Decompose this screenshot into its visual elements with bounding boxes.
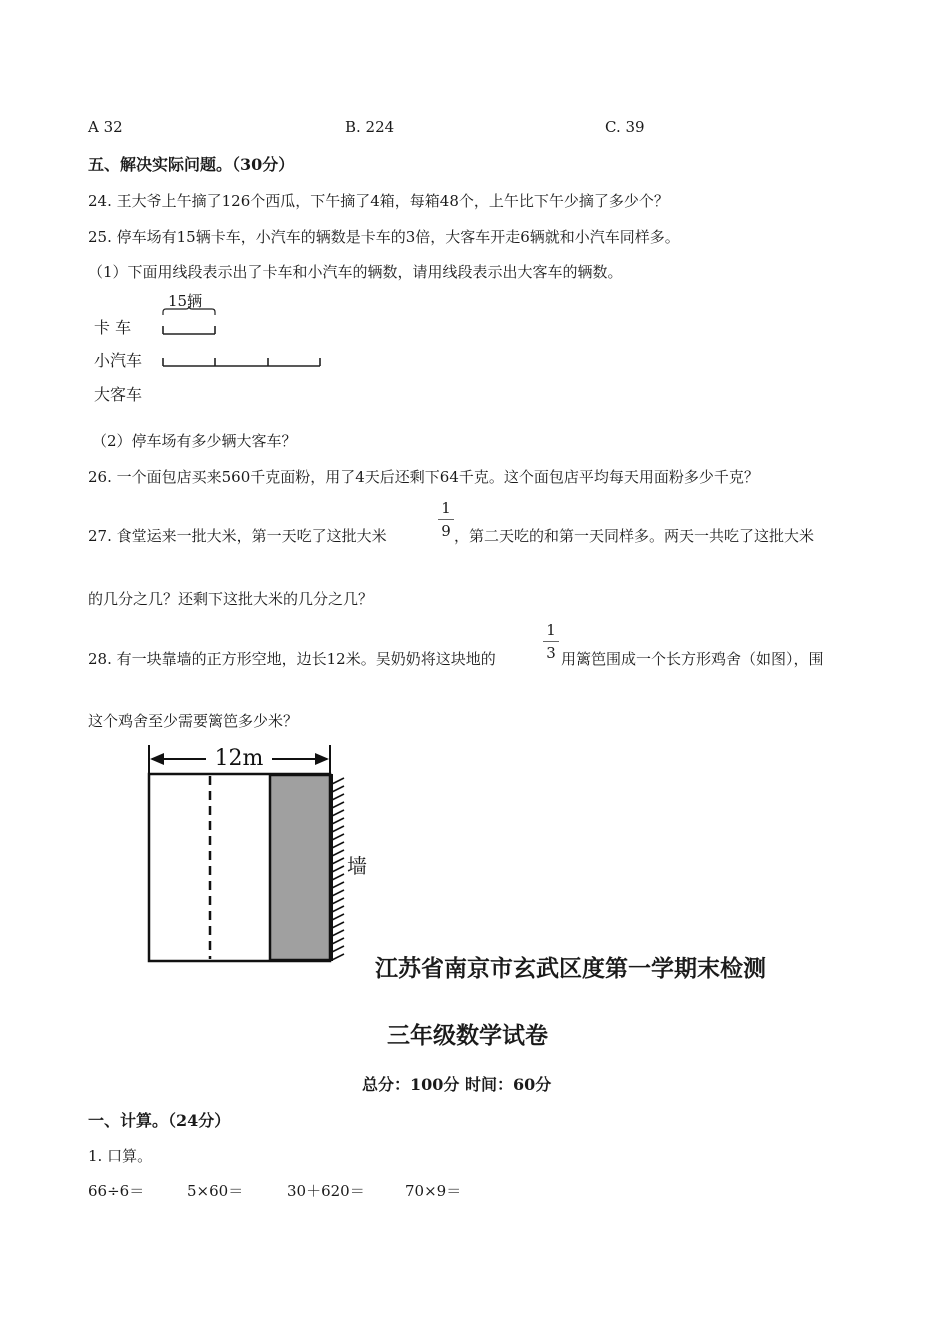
calc-item: 70×9＝	[405, 1182, 462, 1200]
wall-hatch-mark	[332, 858, 344, 864]
option-a: A 32	[88, 118, 123, 136]
bus-label: 大客车	[94, 385, 143, 404]
wall-hatch-mark	[332, 946, 344, 952]
question-27-end: 的几分之几？还剩下这批大米的几分之几？	[88, 590, 374, 608]
wall-hatch-mark	[332, 794, 344, 800]
wall-hatch-mark	[332, 890, 344, 896]
wall-hatch-mark	[332, 906, 344, 912]
calc-item: 30＋620＝	[287, 1182, 365, 1200]
question-27-start: 27. 食堂运来一批大米，第一天吃了这批大米	[88, 527, 387, 545]
wall-hatch-mark	[332, 930, 344, 936]
brace	[163, 306, 215, 315]
question-25-part-2: （2）停车场有多少辆大客车？	[92, 432, 297, 450]
exam-meta: 总分：100分 时间：60分	[362, 1075, 552, 1094]
wall-hatch-mark	[332, 882, 344, 888]
wall-hatch-mark	[332, 810, 344, 816]
wall-hatch-mark	[332, 850, 344, 856]
question-28-start: 28. 有一块靠墙的正方形空地，边长12米。吴奶奶将这块地的	[88, 650, 496, 668]
chicken-coop-diagram	[140, 740, 380, 970]
wall-hatch-mark	[332, 954, 344, 960]
calc-item: 5×60＝	[187, 1182, 244, 1200]
section-five-title: 五、解决实际问题。（30分）	[88, 155, 295, 174]
wall-hatch-mark	[332, 938, 344, 944]
question-1: 1. 口算。	[88, 1147, 153, 1165]
section-one-title: 一、计算。（24分）	[88, 1111, 231, 1130]
question-27-middle: ，第二天吃的和第一天同样多。两天一共吃了这批大米	[454, 527, 815, 545]
left-arrow-icon	[150, 753, 164, 765]
wall-hatch-mark	[332, 898, 344, 904]
option-c: C. 39	[605, 118, 645, 136]
wall-hatch-mark	[332, 802, 344, 808]
wall-hatch-mark	[332, 914, 344, 920]
wall-hatching	[332, 778, 344, 960]
segment-lines	[150, 305, 340, 375]
right-arrow-icon	[315, 753, 329, 765]
wall-hatch-mark	[332, 866, 344, 872]
question-28-end: 这个鸡舍至少需要篱笆多少米？	[88, 712, 299, 730]
wall-hatch-mark	[332, 874, 344, 880]
brace-label: 15辆	[168, 292, 203, 310]
wall-hatch-mark	[332, 818, 344, 824]
fraction-one-ninth: 1 9	[438, 499, 454, 540]
truck-label: 卡 车	[94, 318, 132, 337]
wall-hatch-mark	[332, 922, 344, 928]
question-24: 24. 王大爷上午摘了126个西瓜，下午摘了4箱，每箱48个，上午比下午少摘了多少个？	[88, 192, 669, 210]
wall-hatch-mark	[332, 842, 344, 848]
question-25: 25. 停车场有15辆卡车，小汽车的辆数是卡车的3倍，大客车开走6辆就和小汽车同样多。	[88, 228, 680, 246]
option-b: B. 224	[345, 118, 395, 136]
calc-item: 66÷6＝	[88, 1182, 145, 1200]
fraction-one-third: 1 3	[543, 621, 559, 662]
exam-title: 江苏省南京市玄武区度第一学期末检测	[375, 955, 766, 982]
question-25-part-1: （1）下面用线段表示出了卡车和小汽车的辆数，请用线段表示出大客车的辆数。	[88, 263, 623, 281]
wall-hatch-mark	[332, 834, 344, 840]
wall-hatch-mark	[332, 826, 344, 832]
exam-subtitle: 三年级数学试卷	[387, 1022, 548, 1049]
length-label: 12m	[214, 746, 264, 771]
car-label: 小汽车	[94, 351, 143, 370]
wall-label: 墙	[347, 854, 367, 878]
wall-hatch-mark	[332, 786, 344, 792]
wall-hatch-mark	[332, 778, 344, 784]
question-28-middle: 用篱笆围成一个长方形鸡舍（如图），围	[561, 650, 824, 668]
question-26: 26. 一个面包店买来560千克面粉，用了4天后还剩下64千克。这个面包店平均每天用面粉多少千克？	[88, 468, 759, 486]
chicken-coop	[270, 775, 330, 960]
